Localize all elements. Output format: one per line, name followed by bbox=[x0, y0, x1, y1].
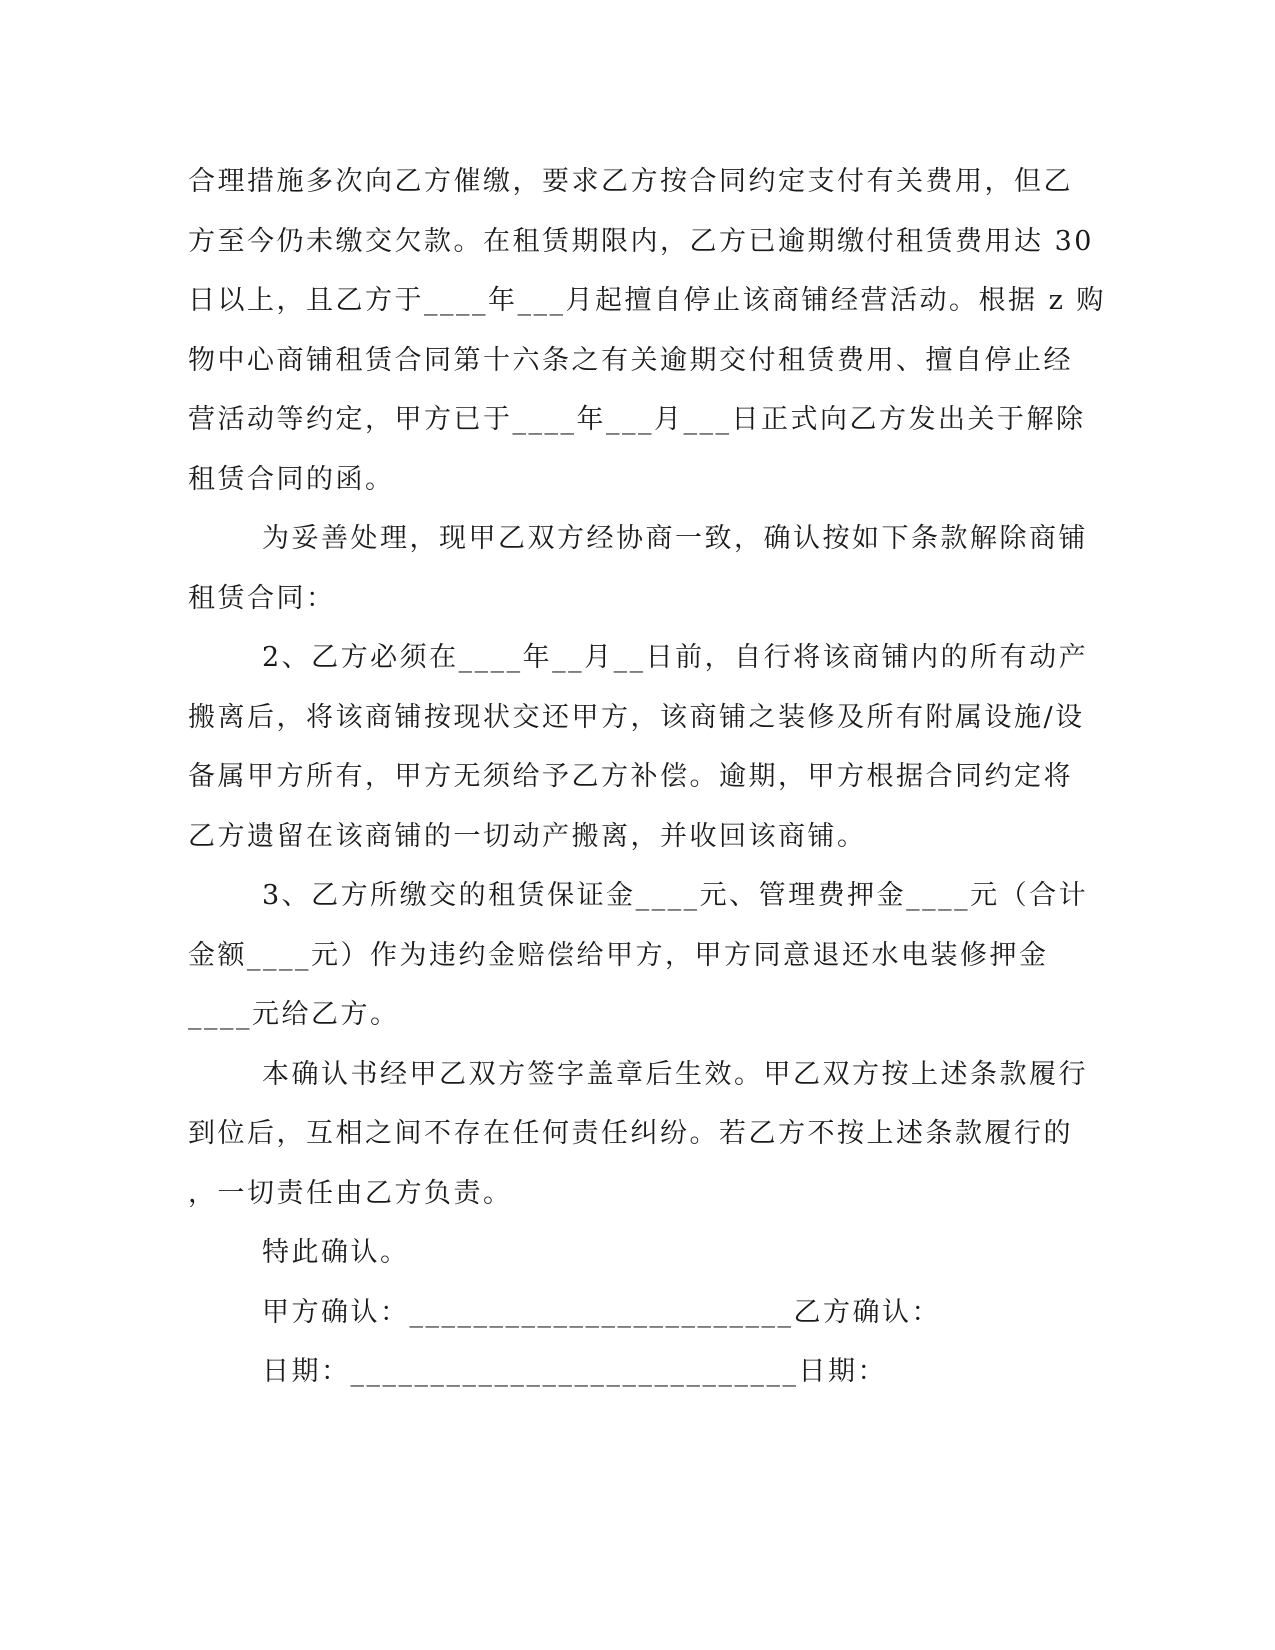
clause-2-line: 乙方遗留在该商铺的一切动产搬离，并收回该商铺。 bbox=[188, 821, 867, 852]
paragraph-line: 营活动等约定，甲方已于____年___月___日正式向乙方发出关于解除 bbox=[188, 404, 1086, 435]
paragraph-line: 合理措施多次向乙方催缴，要求乙方按合同约定支付有关费用，但乙 bbox=[188, 166, 1073, 197]
paragraph-line: 物中心商铺租赁合同第十六条之有关逾期交付租赁费用、擅自停止经 bbox=[188, 345, 1073, 376]
paragraph-line: 到位后，互相之间不存在任何责任纠纷。若乙方不按上述条款履行的 bbox=[188, 1118, 1073, 1149]
paragraph-line: 方至今仍未缴交欠款。在租赁期限内，乙方已逾期缴付租赁费用达 30 bbox=[188, 226, 1094, 257]
signature-line: 甲方确认：________________________乙方确认： bbox=[262, 1297, 941, 1328]
confirmation-line: 特此确认。 bbox=[262, 1237, 410, 1268]
clause-3-line: ____元给乙方。 bbox=[188, 999, 400, 1030]
paragraph-line: 为妥善处理，现甲乙双方经协商一致，确认按如下条款解除商铺 bbox=[262, 523, 1088, 554]
paragraph-line: 本确认书经甲乙双方签字盖章后生效。甲乙双方按上述条款履行 bbox=[262, 1059, 1088, 1090]
clause-3-line: 3、乙方所缴交的租赁保证金____元、管理费押金____元（合计 bbox=[262, 880, 1089, 911]
clause-2-line: 搬离后，将该商铺按现状交还甲方，该商铺之装修及所有附属设施/设 bbox=[188, 702, 1085, 733]
paragraph-line: 租赁合同： bbox=[188, 583, 336, 614]
paragraph-line: ，一切责任由乙方负责。 bbox=[188, 1178, 513, 1209]
date-line: 日期：____________________________日期： bbox=[262, 1356, 887, 1387]
clause-3-line: 金额____元）作为违约金赔偿给甲方，甲方同意退还水电装修押金 bbox=[188, 940, 1049, 971]
clause-2-line: 备属甲方所有，甲方无须给予乙方补偿。逾期，甲方根据合同约定将 bbox=[188, 761, 1073, 792]
paragraph-line: 租赁合同的函。 bbox=[188, 464, 395, 495]
clause-2-line: 2、乙方必须在____年__月__日前，自行将该商铺内的所有动产 bbox=[262, 642, 1089, 673]
paragraph-line: 日以上，且乙方于____年___月起擅自停止该商铺经营活动。根据 z 购 bbox=[188, 285, 1106, 316]
